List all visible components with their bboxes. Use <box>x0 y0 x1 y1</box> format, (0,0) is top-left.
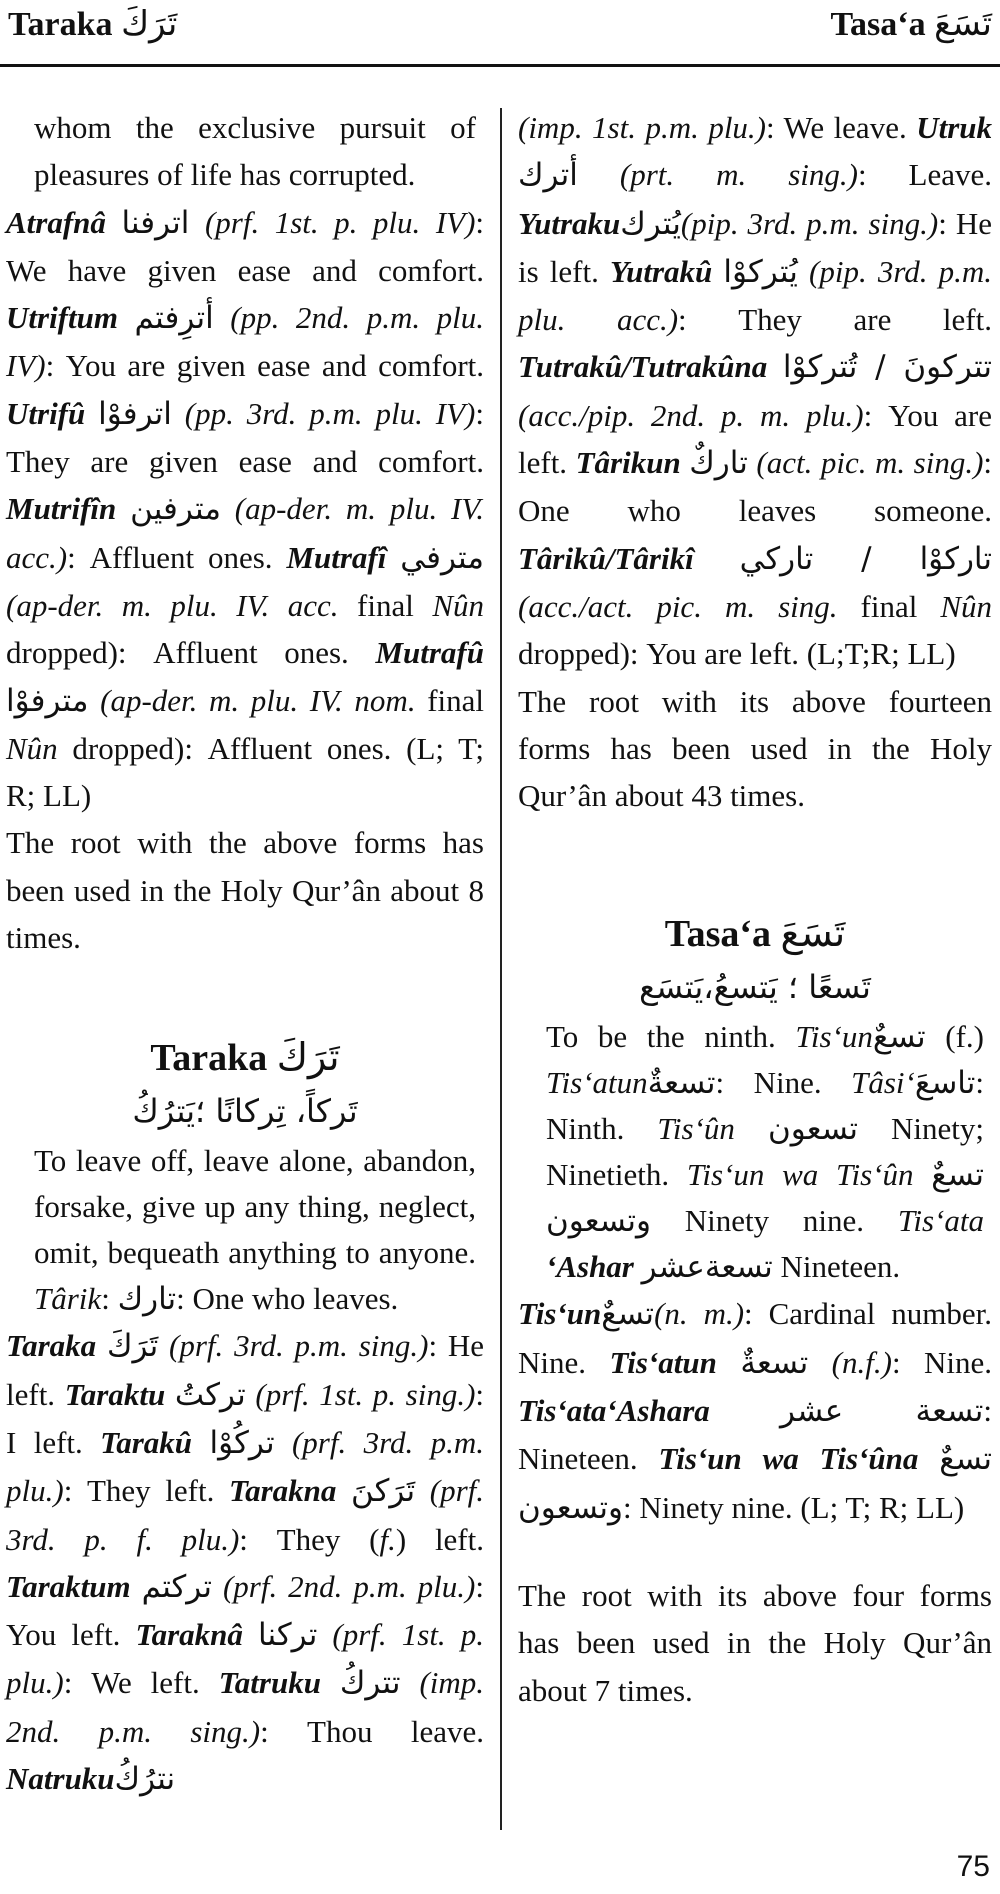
root-meaning: To leave off, leave alone, abandon, forsake, give up any thing, neglect, omit, bequeath anything to anyone. Târik: تارك: One who leaves. <box>34 1143 476 1318</box>
root-arabic: تَسَعَ <box>780 911 846 956</box>
summary-paragraph: The root with its above fourteen forms has been used in the Holy Qur’ân about 43 times. <box>518 683 992 814</box>
header-right-arabic: تَسَعَ <box>934 4 992 44</box>
left-column <box>6 104 484 1803</box>
summary-paragraph: The root with its above four forms has been used in the Holy Qur’ân about 7 times. <box>518 1577 992 1708</box>
entry-paragraph-tisun: Tis‘unتسعٌ(n. m.): Cardinal number. Nine. Tis‘atun تسعةٌ (n.f.): Nine. Tis‘ata‘Ashara تسعة عشر: Nineteen. Tis‘un wa Tis‘ûna تسعٌ وتسعون: Ninety nine. (L; T; R; LL) <box>518 1296 993 1526</box>
root-arabic: تَرَكَ <box>276 1035 340 1080</box>
root-title: Taraka <box>150 1037 268 1080</box>
entry-paragraph-continued: (imp. 1st. p.m. plu.): We leave. Utruk أترك (prt. m. sing.): Leave. Yutrakuيُترك(pip. 3rd. p.m. sing.): He is left. Yutrakû يُتركوْا (pip. 3rd. p.m. plu. acc.): They are left. Tutrakû/Tutrakûna تتركونَ / تُتركوْا (acc./pip. 2nd. p. m. plu.): You are left. Târikun تاركٌ (act. pic. m. sing.): One who leaves someone. Târikû/Târikî تاركوْا / تاركي (acc./act. pic. m. sing. final Nûn dropped): You are left. (L;T;R; LL) <box>518 110 993 672</box>
entry-paragraph-atrafna: Atrafnâ اترفنا (prf. 1st. p. plu. IV): We have given ease and comfort. Utriftum أترِفتم (pp. 2nd. p.m. plu. IV): You are given ease and comfort. Utrifû اترفوْا (pp. 3rd. p.m. plu. IV): They are given ease and comfort. Mutrifîn مترفين (ap-der. m. plu. IV. acc.): Affluent ones. Mutrafî مترفي (ap-der. m. plu. IV. acc. final Nûn dropped): Affluent ones. Mutrafû مترفوْا (ap-der. m. plu. IV. nom. final Nûn dropped): Affluent ones. (L; T; R; LL) <box>6 204 485 814</box>
root-forms: تَركاً، تِركانًا ؛يَترُكُ <box>132 1092 358 1131</box>
header-right-title: Tasa‘a <box>830 6 926 43</box>
root-heading-tasaa <box>518 907 992 1014</box>
header-left-headword <box>8 4 177 44</box>
root-forms: تَسعًا ؛ يَتسعُ،يَتسَع <box>639 968 871 1007</box>
header-left-title: Taraka <box>8 6 113 43</box>
header-right-headword <box>830 4 992 44</box>
entry-paragraph-taraka: Taraka تَرَكَ (prf. 3rd. p.m. sing.): He left. Taraktu تركتُ (prf. 1st. p. sing.): I left. Tarakû تركُوْا (prf. 3rd. p.m. plu.): They left. Tarakna تَرَكنَ (prf. 3rd. p. f. plu.): They (f.) left. Taraktum تركتم (prf. 2nd. p.m. plu.): You left. Taraknâ تركنا (prf. 1st. p. plu.): We left. Tatruku تتركُ (imp. 2nd. p.m. sing.): Thou leave. Natrukuنترُكُ <box>6 1328 485 1798</box>
page-number: 75 <box>956 1850 990 1883</box>
page-header <box>0 0 1000 67</box>
header-left-arabic: تَرَكَ <box>121 4 178 44</box>
root-title: Tasa‘a <box>664 913 772 956</box>
right-column <box>518 104 992 1714</box>
summary-paragraph: The root with the above forms has been used in the Holy Qur’ân about 8 times. <box>6 825 484 956</box>
root-meaning: To be the ninth. Tis‘unتسعٌ (f.) Tis‘atunتسعةٌ: Nine. Tâsi‘تاسعَ: Ninth. Tis‘ûn تسعون Ninety; Ninetieth. Tis‘un wa Tis‘ûn تسعٌ وتسعون Ninety nine. Tis‘ata ‘Ashar تسعةعشر Nineteen. <box>546 1019 985 1286</box>
continued-text: whom the exclusive pursuit of pleasures of life has corrupted. <box>34 110 476 193</box>
column-divider <box>500 108 502 1830</box>
root-heading-taraka <box>6 1031 484 1138</box>
